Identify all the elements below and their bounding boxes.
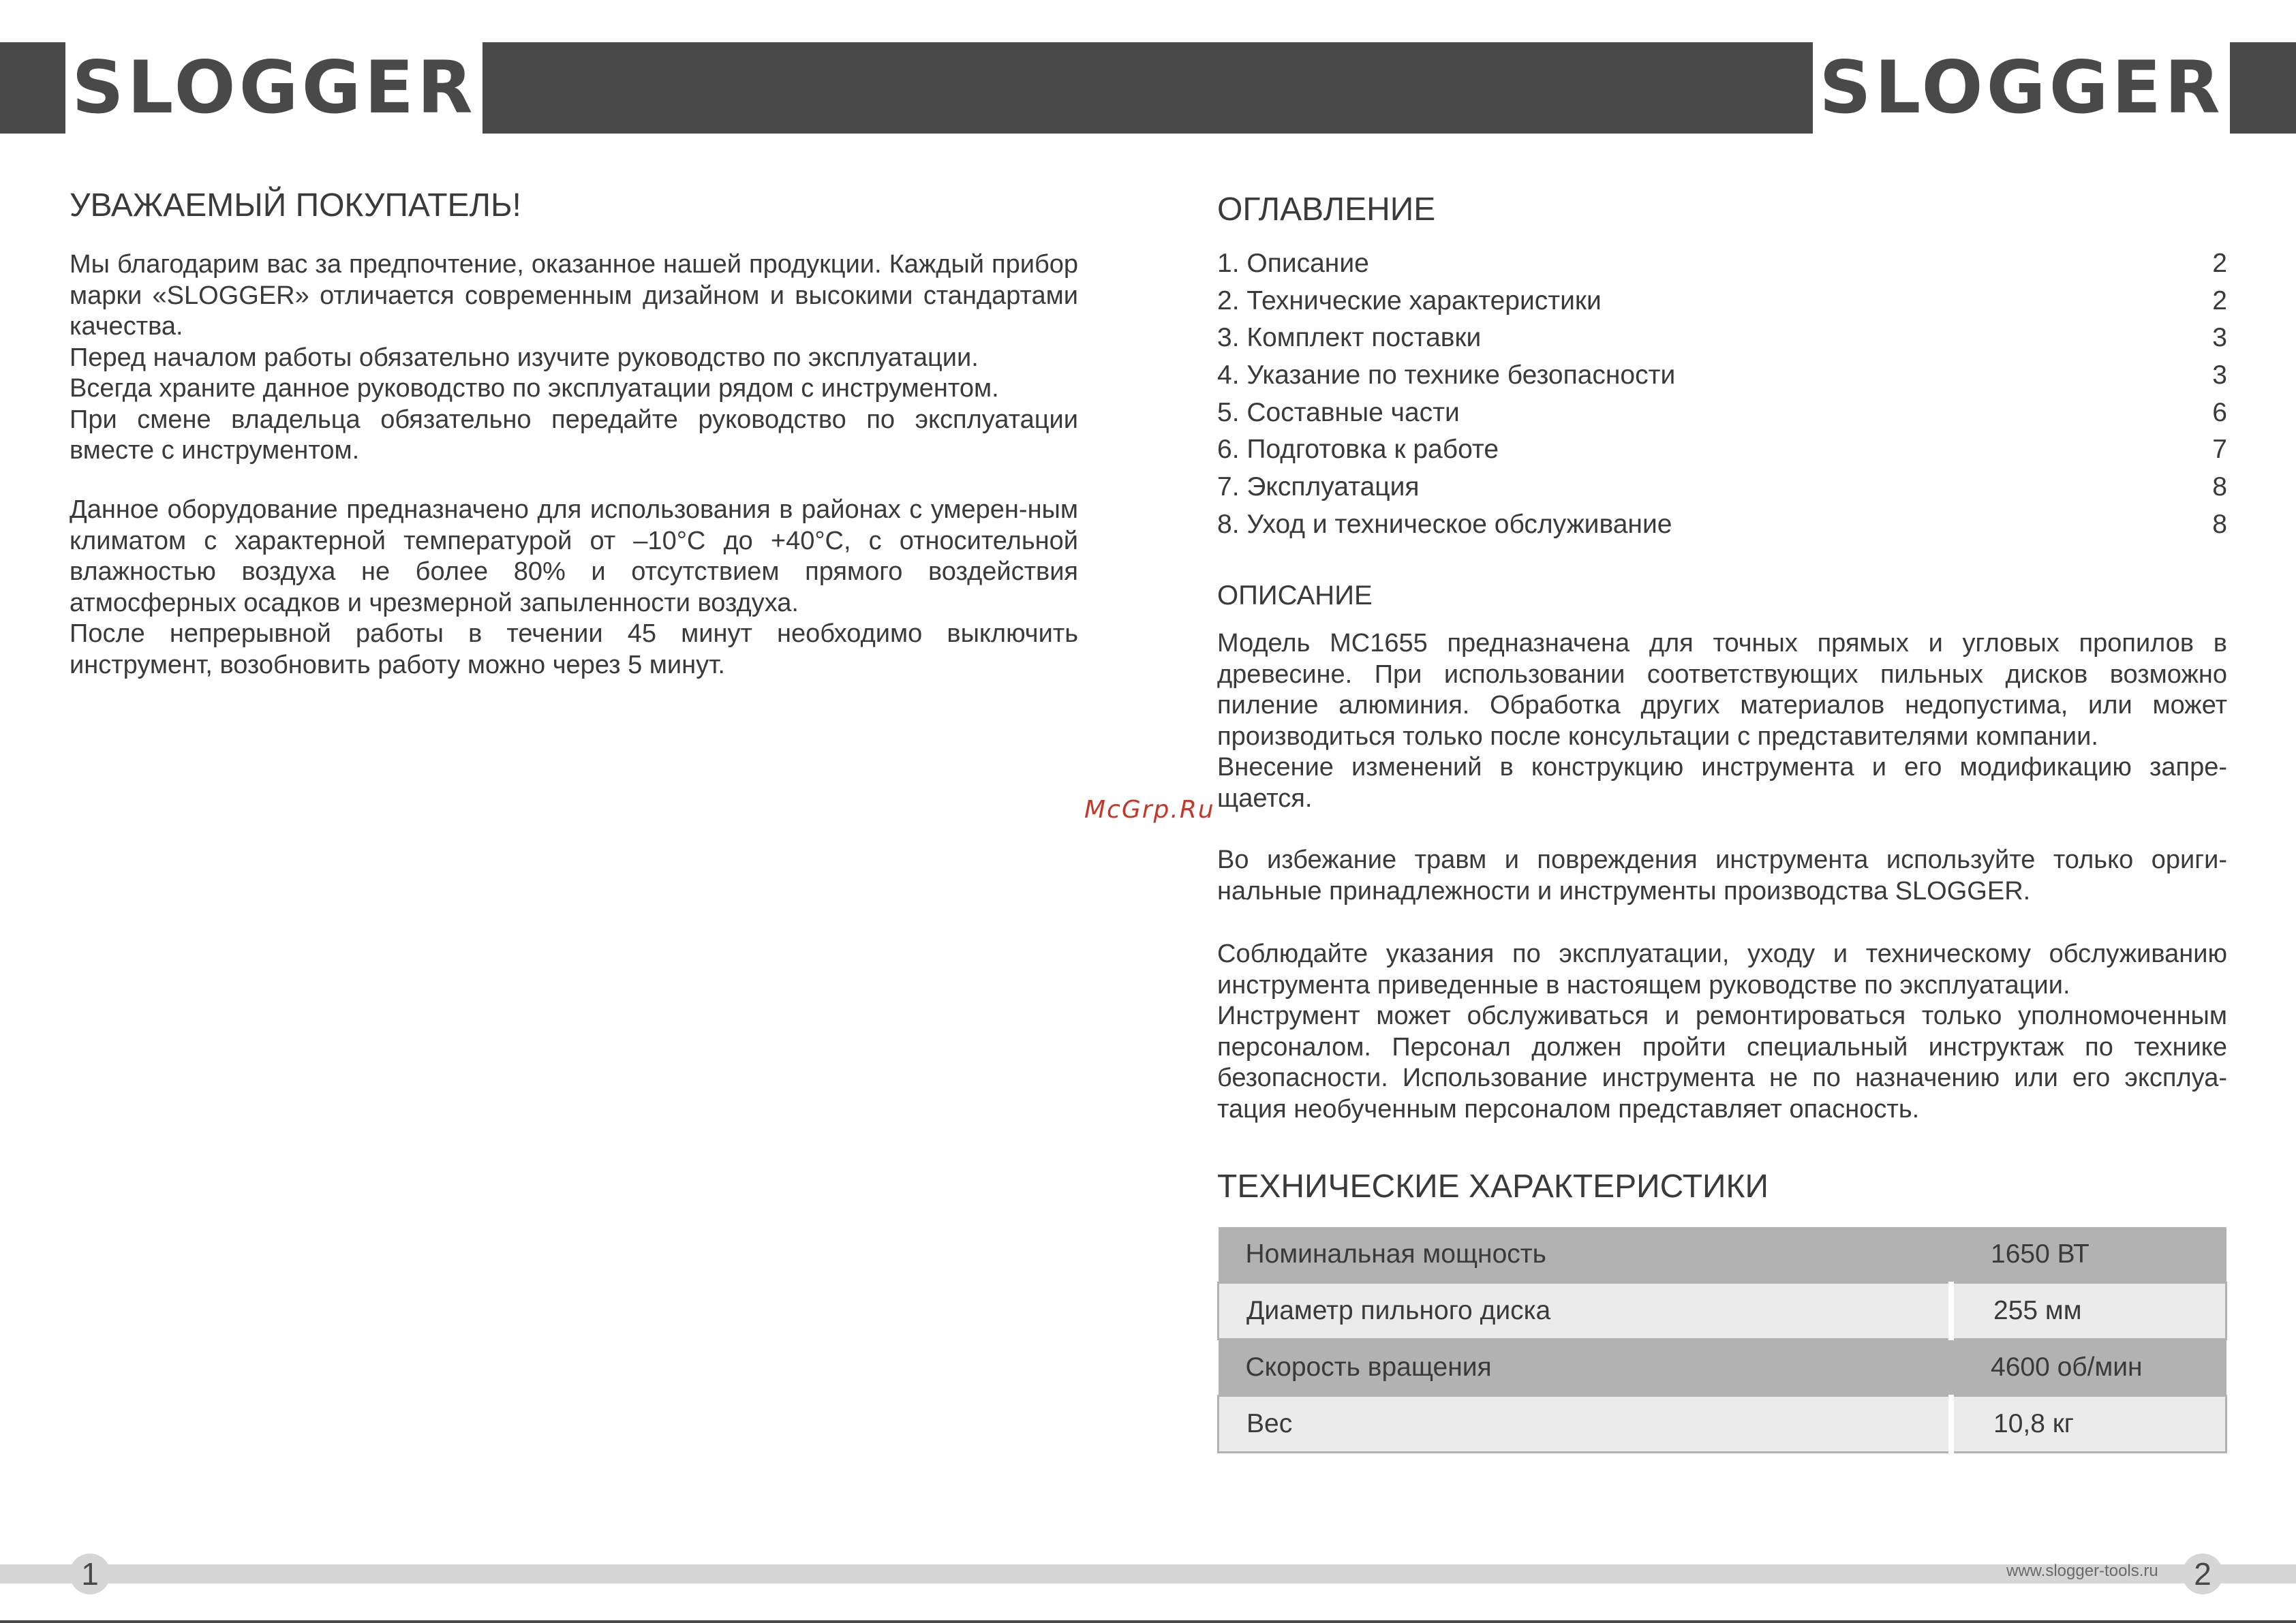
specs-table bbox=[1217, 1227, 2227, 1453]
toc-item-page: 8 bbox=[2212, 509, 2227, 539]
intro-paragraph bbox=[70, 249, 1078, 467]
toc-heading: ОГЛАВЛЕНИЕ bbox=[1217, 191, 1436, 228]
usage-text-1: Данное оборудование предназначено для использования в районах с умерен-ным климатом с характерной температурой от –10°C до +40°C, с относительной влажностью воздуха не более 80% и отсутствием прямого воздействия атмосферных осадков и чрезмерной запыленности воздуха. bbox=[70, 495, 1078, 617]
spec-value: 255 мм bbox=[1951, 1283, 2226, 1340]
description-block-2 bbox=[1217, 845, 2227, 907]
toc-item[interactable] bbox=[1217, 320, 2227, 357]
footer-bar bbox=[0, 1564, 2296, 1583]
toc-item-label: 7. Эксплуатация bbox=[1217, 472, 1420, 502]
website-link[interactable]: www.slogger-tools.ru bbox=[2006, 1562, 2158, 1580]
intro-text-3: Всегда храните данное руководство по эксплуатации рядом с инструментом. bbox=[70, 374, 999, 403]
toc-item-page: 2 bbox=[2212, 249, 2227, 278]
watermark: McGrp.Ru bbox=[1084, 796, 1215, 824]
toc-item[interactable] bbox=[1217, 395, 2227, 432]
toc-item-page: 3 bbox=[2212, 360, 2227, 390]
toc-item[interactable] bbox=[1217, 245, 2227, 283]
description-text-3: Во избежание травм и повреждения инструмента используйте только ориги-нальные принадлежности и инструменты производства SLOGGER. bbox=[1217, 846, 2227, 906]
toc-item[interactable] bbox=[1217, 469, 2227, 506]
toc-item-page: 6 bbox=[2212, 397, 2227, 427]
description-heading: ОПИСАНИЕ bbox=[1217, 581, 1373, 610]
toc-item-label: 6. Подготовка к работе bbox=[1217, 435, 1499, 465]
specs-heading: ТЕХНИЧЕСКИЕ ХАРАКТЕРИСТИКИ bbox=[1217, 1169, 1769, 1205]
spec-name: Номинальная мощность bbox=[1219, 1227, 1952, 1283]
brand-logo-right: SLOGGER bbox=[1819, 46, 2224, 129]
spec-name: Диаметр пильного диска bbox=[1219, 1283, 1952, 1340]
toc-item-page: 8 bbox=[2212, 472, 2227, 502]
header-block-left bbox=[0, 42, 65, 134]
brand-logo-left: SLOGGER bbox=[72, 46, 476, 129]
spec-value: 10,8 кг bbox=[1951, 1396, 2226, 1453]
toc-item-page: 7 bbox=[2212, 435, 2227, 465]
table-of-contents bbox=[1217, 245, 2227, 544]
usage-paragraph bbox=[70, 495, 1078, 681]
toc-item-label: 5. Составные части bbox=[1217, 397, 1460, 427]
description-text-5: Инструмент может обслуживаться и ремонтироваться только уполномоченным персоналом. Персонал должен пройти специальный инструктаж по технике безопасности. Использование инструмента не по назначению или его эксплуа-тация необученным персоналом представляет опасность. bbox=[1217, 1002, 2227, 1124]
spec-name: Вес bbox=[1219, 1396, 1952, 1453]
toc-item[interactable] bbox=[1217, 357, 2227, 395]
header-block-right bbox=[2230, 42, 2296, 134]
toc-item-label: 2. Технические характеристики bbox=[1217, 285, 1602, 315]
table-row bbox=[1219, 1283, 2226, 1340]
toc-item-page: 3 bbox=[2212, 323, 2227, 353]
toc-item-label: 4. Указание по технике безопасности bbox=[1217, 360, 1676, 390]
toc-item[interactable] bbox=[1217, 431, 2227, 469]
page-number-right: 2 bbox=[2182, 1554, 2223, 1594]
description-text-2: Внесение изменений в конструкцию инструмента и его модификацию запре-щается. bbox=[1217, 753, 2227, 813]
greeting-heading: УВАЖАЕМЫЙ ПОКУПАТЕЛЬ! bbox=[70, 187, 521, 223]
description-text-1: Модель MC1655 предназначена для точных прямых и угловых пропилов в древесине. При использовании соответствующих пильных дисков возможно пиление алюминия. Обработка других материалов недопустима, или может производиться только после консультации с представителями компании. bbox=[1217, 629, 2227, 751]
toc-item-page: 2 bbox=[2212, 285, 2227, 315]
spec-name: Скорость вращения bbox=[1219, 1340, 1952, 1396]
usage-text-2: После непрерывной работы в течении 45 минут необходимо выключить инструмент, возобновить работу можно через 5 минут. bbox=[70, 619, 1078, 679]
intro-text-1: Мы благодарим вас за предпочтение, оказанное нашей продукции. Каждый прибор марки «SLOGGER» отличается современным дизайном и высокими стандартами качества. bbox=[70, 250, 1078, 341]
description-block-3 bbox=[1217, 939, 2227, 1125]
toc-item-label: 3. Комплект поставки bbox=[1217, 323, 1482, 353]
toc-item-label: 8. Уход и техническое обслуживание bbox=[1217, 509, 1672, 539]
header-block-middle bbox=[483, 42, 1813, 134]
table-row bbox=[1219, 1340, 2226, 1396]
intro-text-4: При смене владельца обязательно передайте руководство по эксплуатации вместе с инструментом. bbox=[70, 405, 1078, 465]
description-block-1 bbox=[1217, 628, 2227, 814]
toc-item[interactable] bbox=[1217, 506, 2227, 544]
toc-item[interactable] bbox=[1217, 283, 2227, 320]
toc-item-label: 1. Описание bbox=[1217, 249, 1369, 278]
bottom-divider bbox=[0, 1620, 2296, 1623]
intro-text-2: Перед началом работы обязательно изучите руководство по эксплуатации. bbox=[70, 343, 979, 372]
table-row bbox=[1219, 1396, 2226, 1453]
description-text-4: Соблюдайте указания по эксплуатации, уходу и техническому обслуживанию инструмента приведенные в настоящем руководстве по эксплуатации. bbox=[1217, 940, 2227, 1000]
table-row bbox=[1219, 1227, 2226, 1283]
page-number-left: 1 bbox=[70, 1554, 110, 1594]
spec-value: 4600 об/мин bbox=[1951, 1340, 2226, 1396]
spec-value: 1650 ВТ bbox=[1951, 1227, 2226, 1283]
